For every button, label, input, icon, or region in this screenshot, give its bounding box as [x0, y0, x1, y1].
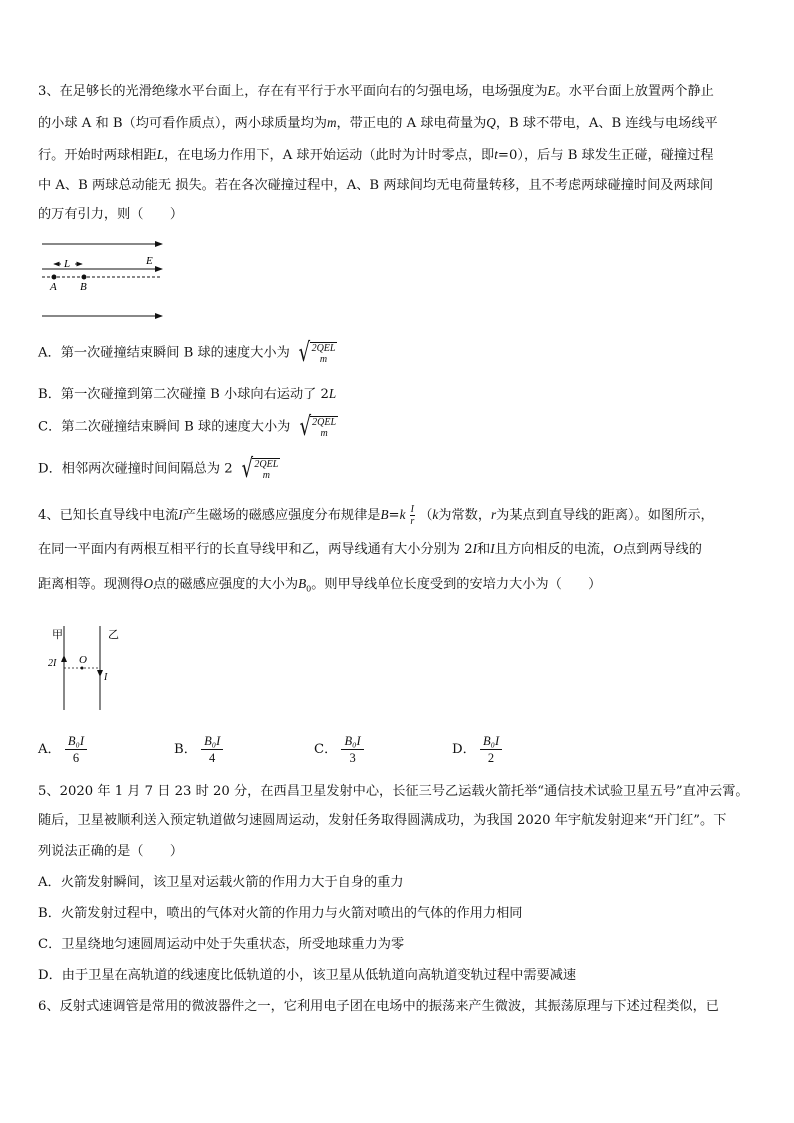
q3-field-figure	[38, 236, 168, 326]
q3-line-2: 的小球 A 和 B（均可看作质点），两小球质量均为m，带正电的 A 球电荷量为Q，B 球不带电，A、B 连线与电场线平	[38, 115, 718, 131]
label-E: E	[146, 255, 153, 267]
q3-option-c[interactable]: C．第二次碰撞结束瞬间 B 球的速度大小为 √ 2QEL m	[38, 412, 337, 442]
q3-line-4: 中 A、B 两球总动能无 损失。若在各次碰撞过程中，A、B 两球间均无电荷量转移，且不考虑两球碰撞时间及两球间	[38, 178, 714, 193]
q4-option-b[interactable]: B． $\frac{\text{B₀I}}{4}$	[174, 733, 223, 766]
q4-wires-figure	[44, 622, 134, 712]
label-2I: 2I	[48, 658, 57, 669]
q3-option-d[interactable]: D．相邻两次碰撞时间间隔总为 2 √ 2QEL m	[38, 454, 279, 484]
q3-line-5: 的万有引力，则（ ）	[38, 207, 184, 222]
q5-option-b[interactable]: B．火箭发射过程中，喷出的气体对火箭的作用力与火箭对喷出的气体的作用力相同	[38, 906, 523, 921]
q4-option-a[interactable]: A． $\frac{\text{B₀I}}{6}$	[38, 733, 87, 766]
q5-line-3: 列说法正确的是（ ）	[38, 844, 184, 859]
q5-line-2: 随后，卫星被顺利送入预定轨道做匀速圆周运动，发射任务取得圆满成功，为我国 2020 年宇航发射迎来“开门红”。下	[38, 813, 727, 828]
q5-option-c[interactable]: C．卫星绕地匀速圆周运动中处于失重状态，所受地球重力为零	[38, 937, 405, 952]
q4-line-3: 距离相等。现测得O点的磁感应强度的大小为$B_0$。则甲导线单位长度受到的安培力大小为（ ）	[38, 576, 602, 594]
q4-option-d[interactable]: D． $\frac{\text{B₀I}}{2}$	[452, 733, 502, 766]
q3-option-b[interactable]: B．第一次碰撞到第二次碰撞 B 小球向右运动了 2L	[38, 386, 337, 402]
q3-line-3: 行。开始时两球相距L，在电场力作用下，A 球开始运动（此时为计时零点，即t=0），后与 B 球发生正碰，碰撞过程	[38, 147, 714, 163]
q4-line-1: 4、已知长直导线中电流I产生磁场的磁感应强度分布规律是B=k $\frac{I}{r}$ （k为常数，r为某点到直导线的距离）。如图所示，	[38, 504, 714, 527]
q4-option-c[interactable]: C． $\frac{\text{B₀I}}{3}$	[314, 733, 364, 766]
q6-line-1: 6、反射式速调管是常用的微波器件之一，它利用电子团在电场中的振荡来产生微波，其振荡原理与下述过程类似，已	[38, 999, 719, 1014]
label-O: O	[79, 654, 87, 666]
ball-A	[52, 275, 57, 280]
label-L: L	[64, 258, 71, 270]
point-O	[81, 667, 84, 670]
label-I: I	[104, 672, 108, 683]
q3-line-1: 3、在足够长的光滑绝缘水平台面上，存在有平行于水平面向右的匀强电场，电场强度为E。水平台面上放置两个静止	[38, 83, 714, 99]
ball-B	[82, 275, 87, 280]
q4-line-2: 在同一平面内有两根互相平行的长直导线甲和乙，两导线通有大小分别为 2I和I且方向相反的电流，O点到两导线的	[38, 541, 702, 557]
q5-line-1: 5、2020 年 1 月 7 日 23 时 20 分，在西昌卫星发射中心，长征三号乙运载火箭托举“通信技术试验卫星五号”直冲云霄。	[38, 784, 749, 799]
q5-option-d[interactable]: D．由于卫星在高轨道的线速度比低轨道的小，该卫星从低轨道向高轨道变轨过程中需要减速	[38, 968, 577, 983]
label-B: B	[80, 281, 87, 293]
label-jia: 甲	[52, 628, 63, 641]
label-A: A	[50, 281, 57, 293]
q5-option-a[interactable]: A．火箭发射瞬间，该卫星对运载火箭的作用力大于自身的重力	[38, 875, 404, 890]
label-yi: 乙	[108, 628, 119, 641]
q3-option-a[interactable]: A．第一次碰撞结束瞬间 B 球的速度大小为 √ 2QEL m	[38, 338, 336, 368]
